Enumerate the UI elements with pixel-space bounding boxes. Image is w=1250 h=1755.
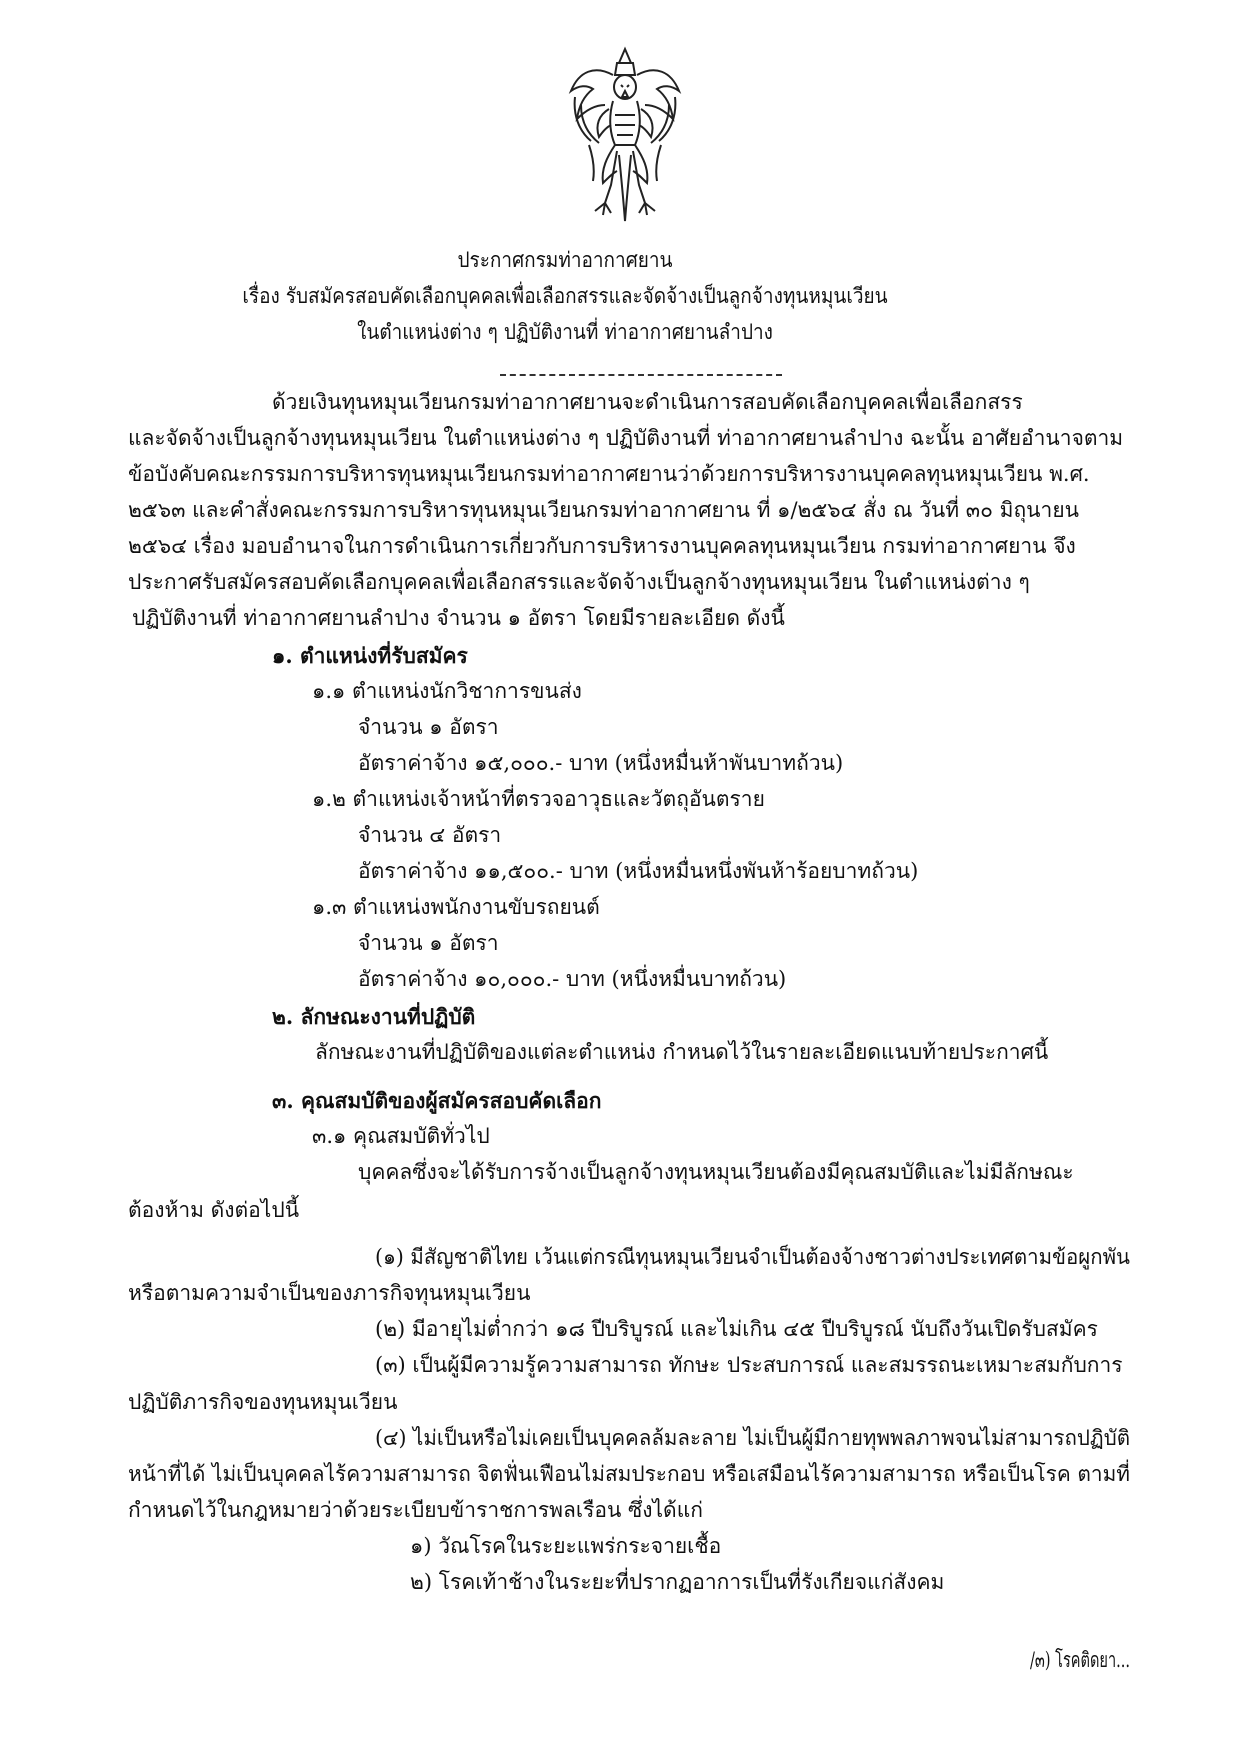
position-1-wage: อัตราค่าจ้าง ๑๕,๐๐๐.- บาท (หนึ่งหมื่นห้าพันบาทถ้วน): [358, 751, 844, 775]
qualification-intro-line-1: บุคคลซึ่งจะได้รับการจ้างเป็นลูกจ้างทุนหมุนเวียนต้องมีคุณสมบัติและไม่มีลักษณะ: [358, 1160, 1074, 1184]
disease-item-1: ๑) วัณโรคในระยะแพร่กระจายเชื้อ: [410, 1534, 722, 1558]
intro-line-2: และจัดจ้างเป็นลูกจ้างทุนหมุนเวียน ในตำแหน่งต่าง ๆ ปฏิบัติงานที่ ท่าอากาศยานลำปาง ฉะนั้น อาศัยอำนาจตาม: [128, 426, 1124, 450]
position-3-wage: อัตราค่าจ้าง ๑๐,๐๐๐.- บาท (หนึ่งหมื่นบาทถ้วน): [358, 967, 787, 991]
qualification-item-4-line-1: (๔) ไม่เป็นหรือไม่เคยเป็นบุคคลล้มละลาย ไม่เป็นผู้มีกายทุพพลภาพจนไม่สามารถปฏิบัติ: [375, 1426, 1131, 1450]
page-continuation: /๓) โรคติดยา...: [1030, 1648, 1130, 1672]
announcement-title: ประกาศกรมท่าอากาศยาน: [457, 248, 673, 272]
qualification-item-1-line-2: หรือตามความจำเป็นของภารกิจทุนหมุนเวียน: [128, 1281, 531, 1305]
intro-line-7: ปฏิบัติงานที่ ท่าอากาศยานลำปาง จำนวน ๑ อัตรา โดยมีรายละเอียด ดังนี้: [132, 606, 785, 630]
qualification-intro-line-2: ต้องห้าม ดังต่อไปนี้: [128, 1198, 300, 1222]
position-2-count: จำนวน ๔ อัตรา: [358, 823, 502, 847]
section-2-heading: ๒. ลักษณะงานที่ปฏิบัติ: [272, 1004, 476, 1029]
garuda-emblem: [565, 45, 685, 227]
position-3-title: ๑.๓ ตำแหน่งพนักงานขับรถยนต์: [312, 895, 600, 919]
position-2-wage: อัตราค่าจ้าง ๑๑,๕๐๐.- บาท (หนึ่งหมื่นหนึ่งพันห้าร้อยบาทถ้วน): [358, 859, 919, 883]
section-1-heading: ๑. ตำแหน่งที่รับสมัคร: [272, 643, 468, 668]
position-3-count: จำนวน ๑ อัตรา: [358, 931, 499, 955]
position-1-title: ๑.๑ ตำแหน่งนักวิชาการขนส่ง: [312, 679, 582, 703]
qualification-item-4-line-2: หน้าที่ได้ ไม่เป็นบุคคลไร้ความสามารถ จิตฟั่นเฟือนไม่สมประกอบ หรือเสมือนไร้ความสามารถ หรือเป็นโรค ตามที่: [128, 1462, 1131, 1486]
intro-line-5: ๒๕๖๔ เรื่อง มอบอำนาจในการดำเนินการเกี่ยวกับการบริหารงานบุคคลทุนหมุนเวียน กรมท่าอากาศยาน จึง: [128, 534, 1076, 558]
qualification-item-3-line-1: (๓) เป็นผู้มีความรู้ความสามารถ ทักษะ ประสบการณ์ และสมรรถนะเหมาะสมกับการ: [375, 1353, 1123, 1377]
subject-line-2: ในตำแหน่งต่าง ๆ ปฏิบัติงานที่ ท่าอากาศยานลำปาง: [357, 320, 773, 344]
qualification-item-1-line-1: (๑) มีสัญชาติไทย เว้นแต่กรณีทุนหมุนเวียนจำเป็นต้องจ้างชาวต่างประเทศตามข้อผูกพัน: [375, 1245, 1130, 1269]
subject-line: เรื่อง รับสมัครสอบคัดเลือกบุคคลเพื่อเลือกสรรและจัดจ้างเป็นลูกจ้างทุนหมุนเวียน: [242, 284, 888, 308]
qualification-item-4-line-3: กำหนดไว้ในกฎหมายว่าด้วยระเบียบข้าราชการพลเรือน ซึ่งได้แก่: [128, 1498, 703, 1522]
position-1-count: จำนวน ๑ อัตรา: [358, 715, 499, 739]
qualification-item-3-line-2: ปฏิบัติภารกิจของทุนหมุนเวียน: [128, 1390, 398, 1414]
section-3-1-heading: ๓.๑ คุณสมบัติทั่วไป: [312, 1124, 490, 1148]
section-2-text: ลักษณะงานที่ปฏิบัติของแต่ละตำแหน่ง กำหนดไว้ในรายละเอียดแนบท้ายประกาศนี้: [315, 1040, 1049, 1064]
intro-line-4: ๒๕๖๓ และคำสั่งคณะกรรมการบริหารทุนหมุนเวียนกรมท่าอากาศยาน ที่ ๑/๒๕๖๔ สั่ง ณ วันที่ ๓๐ มิถุนายน: [128, 498, 1079, 522]
section-3-heading: ๓. คุณสมบัติของผู้สมัครสอบคัดเลือก: [272, 1088, 602, 1113]
intro-line-3: ข้อบังคับคณะกรรมการบริหารทุนหมุนเวียนกรมท่าอากาศยานว่าด้วยการบริหารงานบุคคลทุนหมุนเวียน พ.ศ.: [128, 462, 1090, 486]
intro-line-6: ประกาศรับสมัครสอบคัดเลือกบุคคลเพื่อเลือกสรรและจัดจ้างเป็นลูกจ้างทุนหมุนเวียน ในตำแหน่งต่าง ๆ: [128, 570, 1030, 594]
disease-item-2: ๒) โรคเท้าช้างในระยะที่ปรากฏอาการเป็นที่รังเกียจแก่สังคม: [410, 1570, 945, 1594]
position-2-title: ๑.๒ ตำแหน่งเจ้าหน้าที่ตรวจอาวุธและวัตถุอันตราย: [312, 787, 765, 811]
intro-line-1: ด้วยเงินทุนหมุนเวียนกรมท่าอากาศยานจะดำเนินการสอบคัดเลือกบุคคลเพื่อเลือกสรร: [272, 390, 1023, 414]
qualification-item-2: (๒) มีอายุไม่ต่ำกว่า ๑๘ ปีบริบูรณ์ และไม่เกิน ๔๕ ปีบริบูรณ์ นับถึงวันเปิดรับสมัคร: [375, 1317, 1098, 1341]
title-separator: [500, 374, 782, 376]
